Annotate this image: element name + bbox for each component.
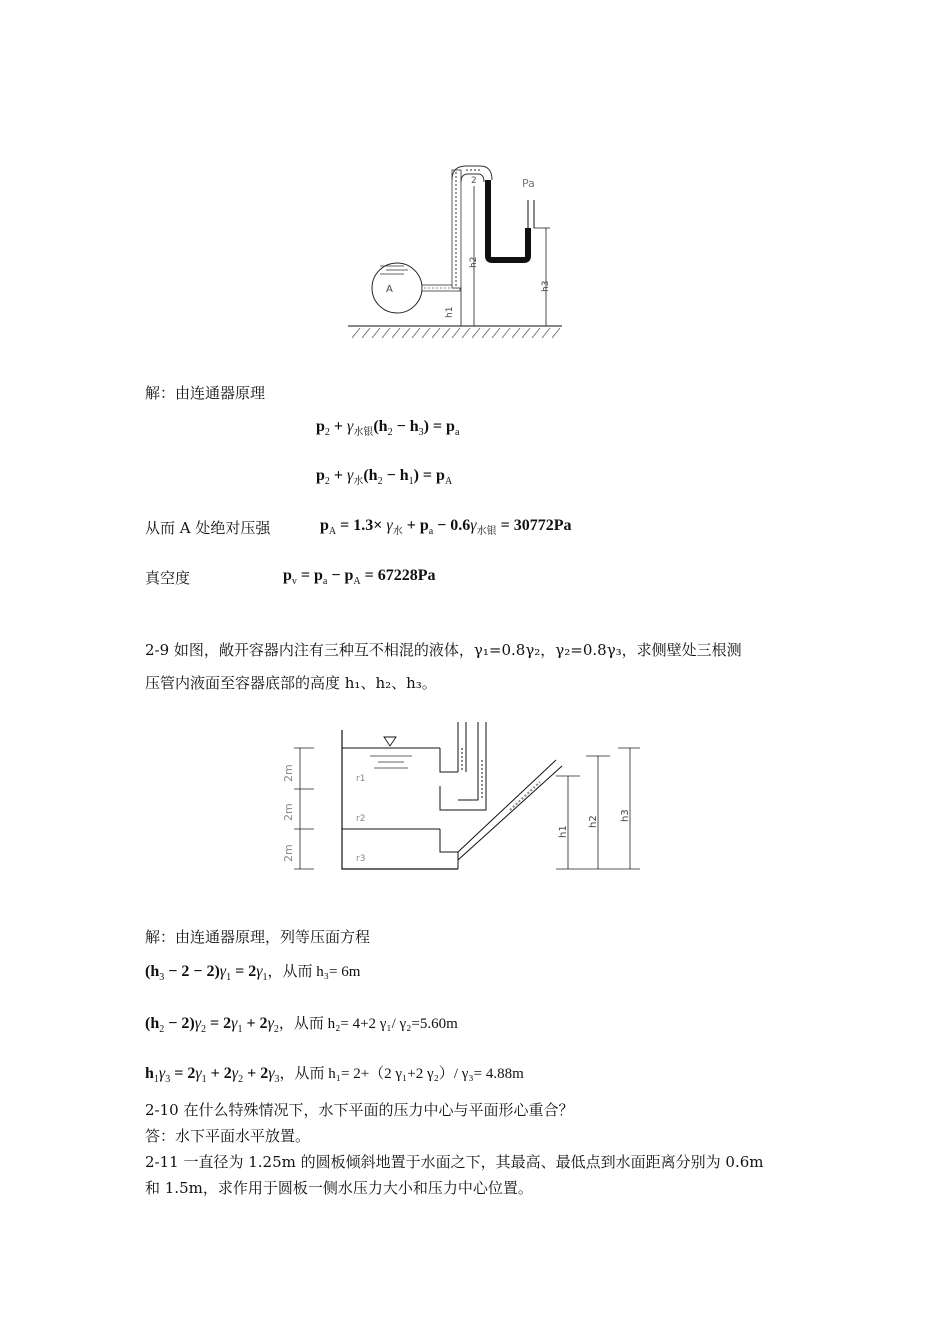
label-h2: h2 — [588, 815, 599, 828]
label-pa: Pa — [522, 177, 535, 190]
dim-top: 2m — [282, 764, 295, 782]
sol1-vac-eq: $p_v = p_a - p_A = 67228Pa$ — [283, 567, 436, 588]
manometer-figure — [340, 160, 580, 350]
sol2-eq1: $(h_3 - 2 - 2)\gamma_1 = 2\gamma_1$，从而 h₃= 6m — [145, 963, 361, 984]
sol1-eq2: $p_2 + \gamma_水(h_2 - h_1) = p_A$ — [316, 467, 453, 488]
sol1-eq1: $p_2 + \gamma_{水银}(h_2 - h_3) = p_a$ — [316, 418, 460, 439]
sol1-intro: 解：由连通器原理 — [145, 384, 266, 402]
q-2-10-question: 2-10 在什么特殊情况下，水下平面的压力中心与平面形心重合？ — [145, 1101, 574, 1119]
label-a: A — [386, 284, 393, 295]
dim-mid: 2m — [282, 803, 295, 821]
q-2-11-line2: 和 1.5m，求作用于圆板一侧水压力大小和压力中心位置。 — [145, 1179, 533, 1197]
q-2-11-line1: 2-11 一直径为 1.25m 的圆板倾斜地置于水面之下，其最高、最低点到水面距离分别为 0.6m — [145, 1153, 764, 1171]
layer-r2: r2 — [356, 814, 366, 824]
problem-2-9-line2: 压管内液面至容器底部的高度 h₁、h₂、h₃。 — [145, 674, 437, 692]
label-h1: h1 — [558, 825, 569, 838]
vessel-a — [372, 263, 422, 313]
label-h2: h2 — [469, 256, 479, 268]
layer-r3: r3 — [356, 854, 366, 864]
dim-bot: 2m — [282, 844, 295, 862]
sol1-vac-label: 真空度 — [145, 569, 191, 587]
sol2-intro: 解：由连通器原理，列等压面方程 — [145, 928, 371, 946]
sol1-abs-label: 从而 A 处绝对压强 — [145, 519, 271, 537]
sol1-abs-eq: $p_A = 1.3\times \gamma_水 + p_a - 0.6\gamma_{水银} = 30772Pa$ — [320, 517, 572, 538]
svg-text:2: 2 — [471, 176, 477, 186]
sol2-eq3: $h_1\gamma_3 = 2\gamma_1 + 2\gamma_2 + 2\gamma_3$，从而 h₁= 2+（2 γ₁+2 γ₂）/ γ₃= 4.88m — [145, 1065, 524, 1086]
problem-2-9-line1: 2-9 如图，敞开容器内注有三种互不相混的液体，γ₁=0.8γ₂，γ₂=0.8γ₃，求侧壁处三根测 — [145, 641, 742, 659]
label-h3: h3 — [620, 809, 631, 822]
container-figure — [270, 722, 650, 882]
q-2-10-answer: 答：水下平面水平放置。 — [145, 1127, 311, 1145]
label-h3: h3 — [541, 280, 551, 292]
sol2-eq2: $(h_2 - 2)\gamma_2 = 2\gamma_1 + 2\gamma_2$，从而 h₂= 4+2 γ₁/ γ₂=5.60m — [145, 1015, 458, 1036]
label-h1: h1 — [445, 306, 455, 318]
layer-r1: r1 — [356, 774, 366, 784]
